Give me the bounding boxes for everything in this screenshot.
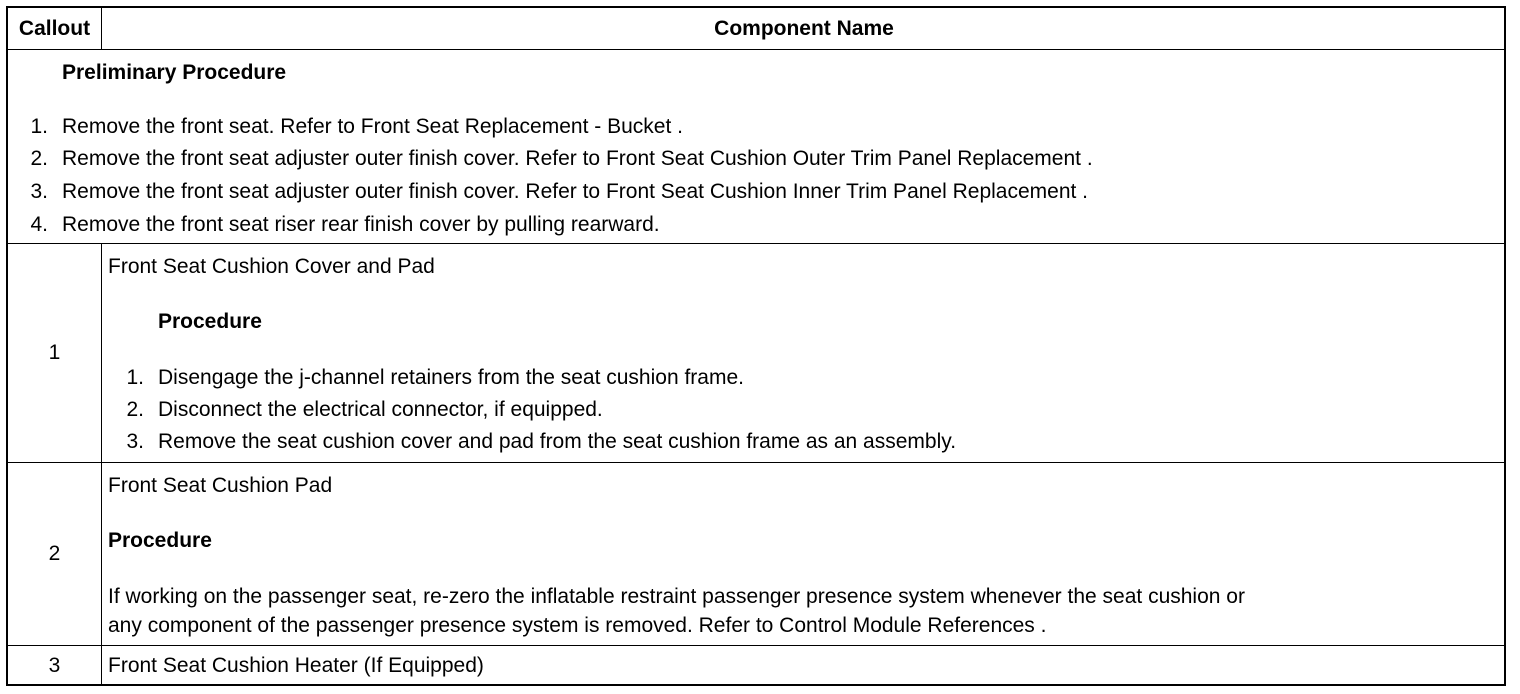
component-cell — [104, 244, 1504, 462]
preliminary-step-3: Remove the front seat adjuster outer finish cover. Refer to Front Seat Cushion Inner Trim Panel Replacement . — [62, 180, 1089, 203]
step-number: 3. — [30, 180, 48, 203]
component-cell — [104, 463, 1504, 645]
step-number: 4. — [30, 213, 48, 236]
component-table — [6, 6, 1506, 686]
step-number: 2. — [30, 147, 48, 170]
component-name: Front Seat Cushion Cover and Pad — [108, 255, 435, 278]
callout-cell: 3 — [8, 646, 102, 686]
step-number: 1. — [126, 366, 144, 389]
preliminary-step-2: Remove the front seat adjuster outer finish cover. Refer to Front Seat Cushion Outer Trim Panel Replacement . — [62, 147, 1093, 170]
table-row — [8, 646, 1504, 686]
table-row — [8, 244, 1504, 463]
step-number: 3. — [126, 430, 144, 453]
procedure-step-2: Disconnect the electrical connector, if equipped. — [158, 398, 603, 421]
procedure-step-3: Remove the seat cushion cover and pad from the seat cushion frame as an assembly. — [158, 430, 957, 453]
callout-column-header: Callout — [8, 8, 102, 49]
component-name: Front Seat Cushion Pad — [108, 474, 333, 497]
component-name: Front Seat Cushion Heater (If Equipped) — [108, 654, 484, 677]
step-number: 2. — [126, 398, 144, 421]
component-name-column-header: Component Name — [714, 16, 894, 40]
table-header-row — [8, 8, 1504, 50]
procedure-title: Procedure — [158, 310, 262, 333]
procedure-title: Procedure — [108, 529, 212, 552]
preliminary-step-1: Remove the front seat. Refer to Front Seat Replacement - Bucket . — [62, 115, 683, 138]
component-cell — [104, 646, 1504, 686]
procedure-note-line-1: If working on the passenger seat, re-zero the inflatable restraint passenger presence system whenever the seat cushion or — [108, 585, 1245, 608]
table-row — [8, 463, 1504, 646]
callout-cell: 2 — [8, 463, 102, 645]
preliminary-procedure-title: Preliminary Procedure — [62, 61, 287, 84]
step-number: 1. — [30, 115, 48, 138]
preliminary-procedure-row — [8, 50, 1504, 244]
preliminary-step-4: Remove the front seat riser rear finish cover by pulling rearward. — [62, 213, 660, 236]
callout-cell: 1 — [8, 244, 102, 462]
procedure-step-1: Disengage the j-channel retainers from the seat cushion frame. — [158, 366, 744, 389]
procedure-note-line-2: any component of the passenger presence system is removed. Refer to Control Module References . — [108, 614, 1047, 637]
